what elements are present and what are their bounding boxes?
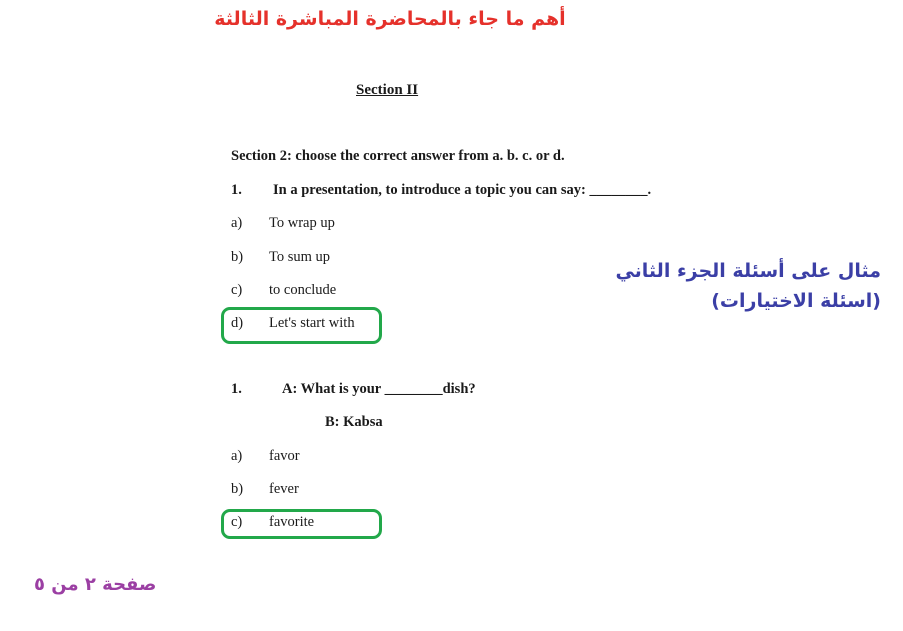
section-instruction: Section 2: choose the correct answer from a. b. c. or d. — [231, 148, 565, 164]
option-text: favor — [269, 448, 300, 464]
question-text: In a presentation, to introduce a topic you can say: ________. — [273, 182, 652, 198]
question-subtext: B: Kabsa — [325, 414, 383, 430]
answer-highlight-circle — [221, 307, 382, 344]
option-text: to conclude — [269, 282, 337, 298]
option-letter: b) — [231, 249, 244, 265]
option-letter: d) — [231, 315, 244, 331]
question-text: A: What is your ________dish? — [282, 381, 476, 397]
page-number: صفحة ٢ من ٥ — [34, 574, 157, 595]
section-heading: Section II — [356, 82, 419, 98]
option-letter: a) — [231, 448, 243, 464]
option-letter: a) — [231, 215, 243, 231]
side-note-line-2: (اسئلة الاختيارات) — [711, 290, 881, 312]
option-text: favorite — [269, 514, 315, 530]
question-number: 1. — [231, 381, 242, 397]
option-text: Let's start with — [269, 315, 355, 331]
option-text: To wrap up — [269, 215, 335, 231]
answer-highlight-circle — [221, 509, 382, 539]
option-text: fever — [269, 481, 299, 497]
question-number: 1. — [231, 182, 242, 198]
side-note-line-1: مثال على أسئلة الجزء الثاني — [615, 260, 881, 282]
page-title: أهم ما جاء بالمحاضرة المباشرة الثالثة — [214, 8, 566, 30]
option-text: To sum up — [269, 249, 331, 265]
option-letter: b) — [231, 481, 244, 497]
option-letter: c) — [231, 282, 243, 298]
option-letter: c) — [231, 514, 243, 530]
